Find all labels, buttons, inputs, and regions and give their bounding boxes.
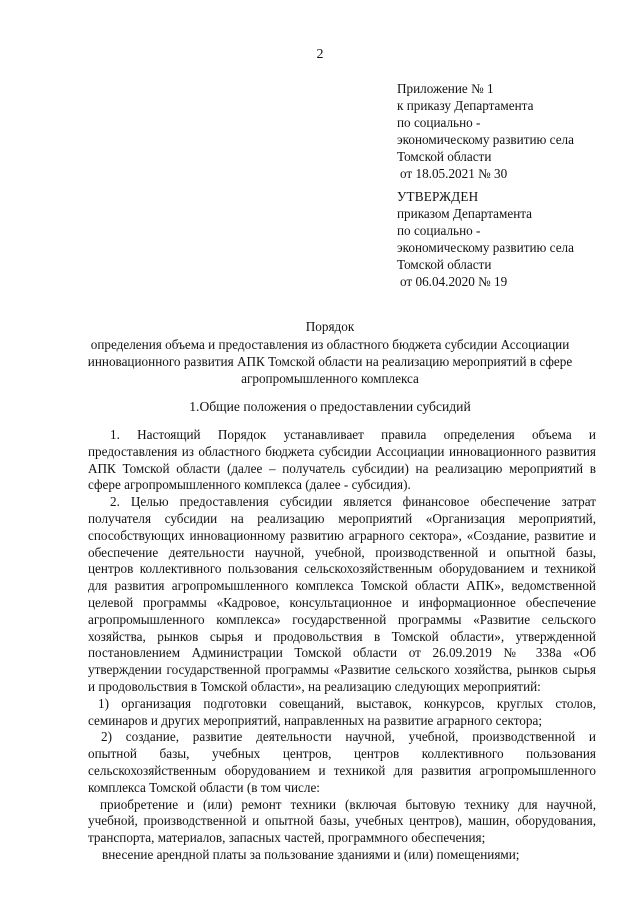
body-line: хозяйства, рынков сырья и продовольствия в Томской области», утвержденной — [88, 628, 596, 644]
approved-line: по социально - — [397, 223, 481, 238]
body-line: опытной базы, учебных центров, центров коллективного пользования — [88, 746, 596, 762]
page-number: 2 — [316, 47, 324, 62]
body-line: обеспечение деятельности научной, учебной, производственной и опытной базы, — [88, 544, 596, 560]
body-line: 2) создание, развитие деятельности научной, учебной, производственной и — [101, 729, 596, 745]
approved-line: Томской области — [397, 257, 492, 272]
body-line: приобретение и (или) ремонт техники (включая бытовую технику для научной, — [100, 796, 596, 812]
body-line: АПК Томской области (далее – получатель субсидии) на реализацию мероприятий в — [88, 460, 596, 476]
body-line: внесение арендной платы за пользование зданиями и (или) помещениями; — [102, 846, 520, 862]
appendix-line: Приложение № 1 — [397, 81, 494, 96]
title-heading: Порядок — [305, 319, 355, 334]
document-body — [88, 427, 596, 864]
body-line: агропромышленного комплекса» государственной программы «Развитие сельского — [88, 611, 596, 627]
title-line: агропромышленного комплекса — [241, 371, 419, 386]
body-line: центров коллективного пользования сельскохозяйственным оборудованием и техникой — [88, 561, 596, 577]
body-line: целевой программы «Кадровое, консультационное и информационное обеспечение — [88, 594, 596, 610]
body-line: 1. Настоящий Порядок устанавливает правила определения объема и — [110, 427, 596, 442]
appendix-line: Томской области — [397, 149, 492, 164]
body-line: сельскохозяйственным оборудованием и техникой для развития агропромышленного — [88, 762, 596, 778]
appendix-line: от 18.05.2021 № 30 — [400, 166, 508, 181]
body-line: учебной, производственной и опытной базы, учебных центров), машин, оборудования, — [88, 813, 596, 829]
body-line: и продовольствия в Томской области», на реализацию следующих мероприятий: — [88, 678, 541, 694]
body-line: сфере агропромышленного комплекса (далее - субсидия). — [88, 477, 411, 493]
appendix-line: к приказу Департамента — [397, 98, 534, 113]
appendix-line: экономическому развитию села — [397, 132, 574, 147]
approved-line: приказом Департамента — [397, 206, 533, 221]
body-line: постановлением Администрации Томской области от 26.09.2019 № 338а «Об — [88, 645, 596, 661]
title-line: определения объема и предоставления из областного бюджета субсидии Ассоциации — [90, 337, 570, 352]
body-line: способствующих инновационному развитию аграрного сектора», «Создание, развитие и — [88, 527, 596, 543]
appendix-block — [397, 80, 632, 182]
approved-line: от 06.04.2020 № 19 — [400, 274, 508, 289]
appendix-line: по социально - — [397, 115, 481, 130]
body-line: предоставления из областного бюджета субсидии Ассоциации инновационного развития — [88, 443, 596, 459]
body-line: 2. Целью предоставления субсидии является финансовое обеспечение затрат — [110, 494, 596, 510]
document-title — [60, 318, 600, 387]
approved-block — [397, 188, 632, 290]
body-line: 1) организация подготовки совещаний, выставок, конкурсов, круглых столов, — [98, 695, 596, 711]
body-line: транспорта, материалов, запасных частей, программного обеспечения; — [88, 830, 486, 846]
body-line: получателя субсидии на реализацию мероприятий «Организация мероприятий, — [88, 510, 596, 526]
body-line: семинаров и других мероприятий, направленных на развитие аграрного сектора; — [88, 712, 542, 728]
body-line: комплекса Томской области (в том числе: — [88, 779, 320, 795]
section-heading: 1.Общие положения о предоставлении субсидий — [189, 399, 471, 414]
approved-heading: УТВЕРЖДЕН — [397, 189, 479, 204]
body-line: для развития агропромышленного комплекса Томской области АПК», ведомственной — [88, 578, 596, 594]
title-line: инновационного развития АПК Томской области на реализацию мероприятий в сфере — [87, 354, 573, 369]
approved-line: экономическому развитию села — [397, 240, 574, 255]
body-line: утверждении государственной программы «Развитие сельского хозяйства, рынков сырья — [88, 662, 596, 678]
